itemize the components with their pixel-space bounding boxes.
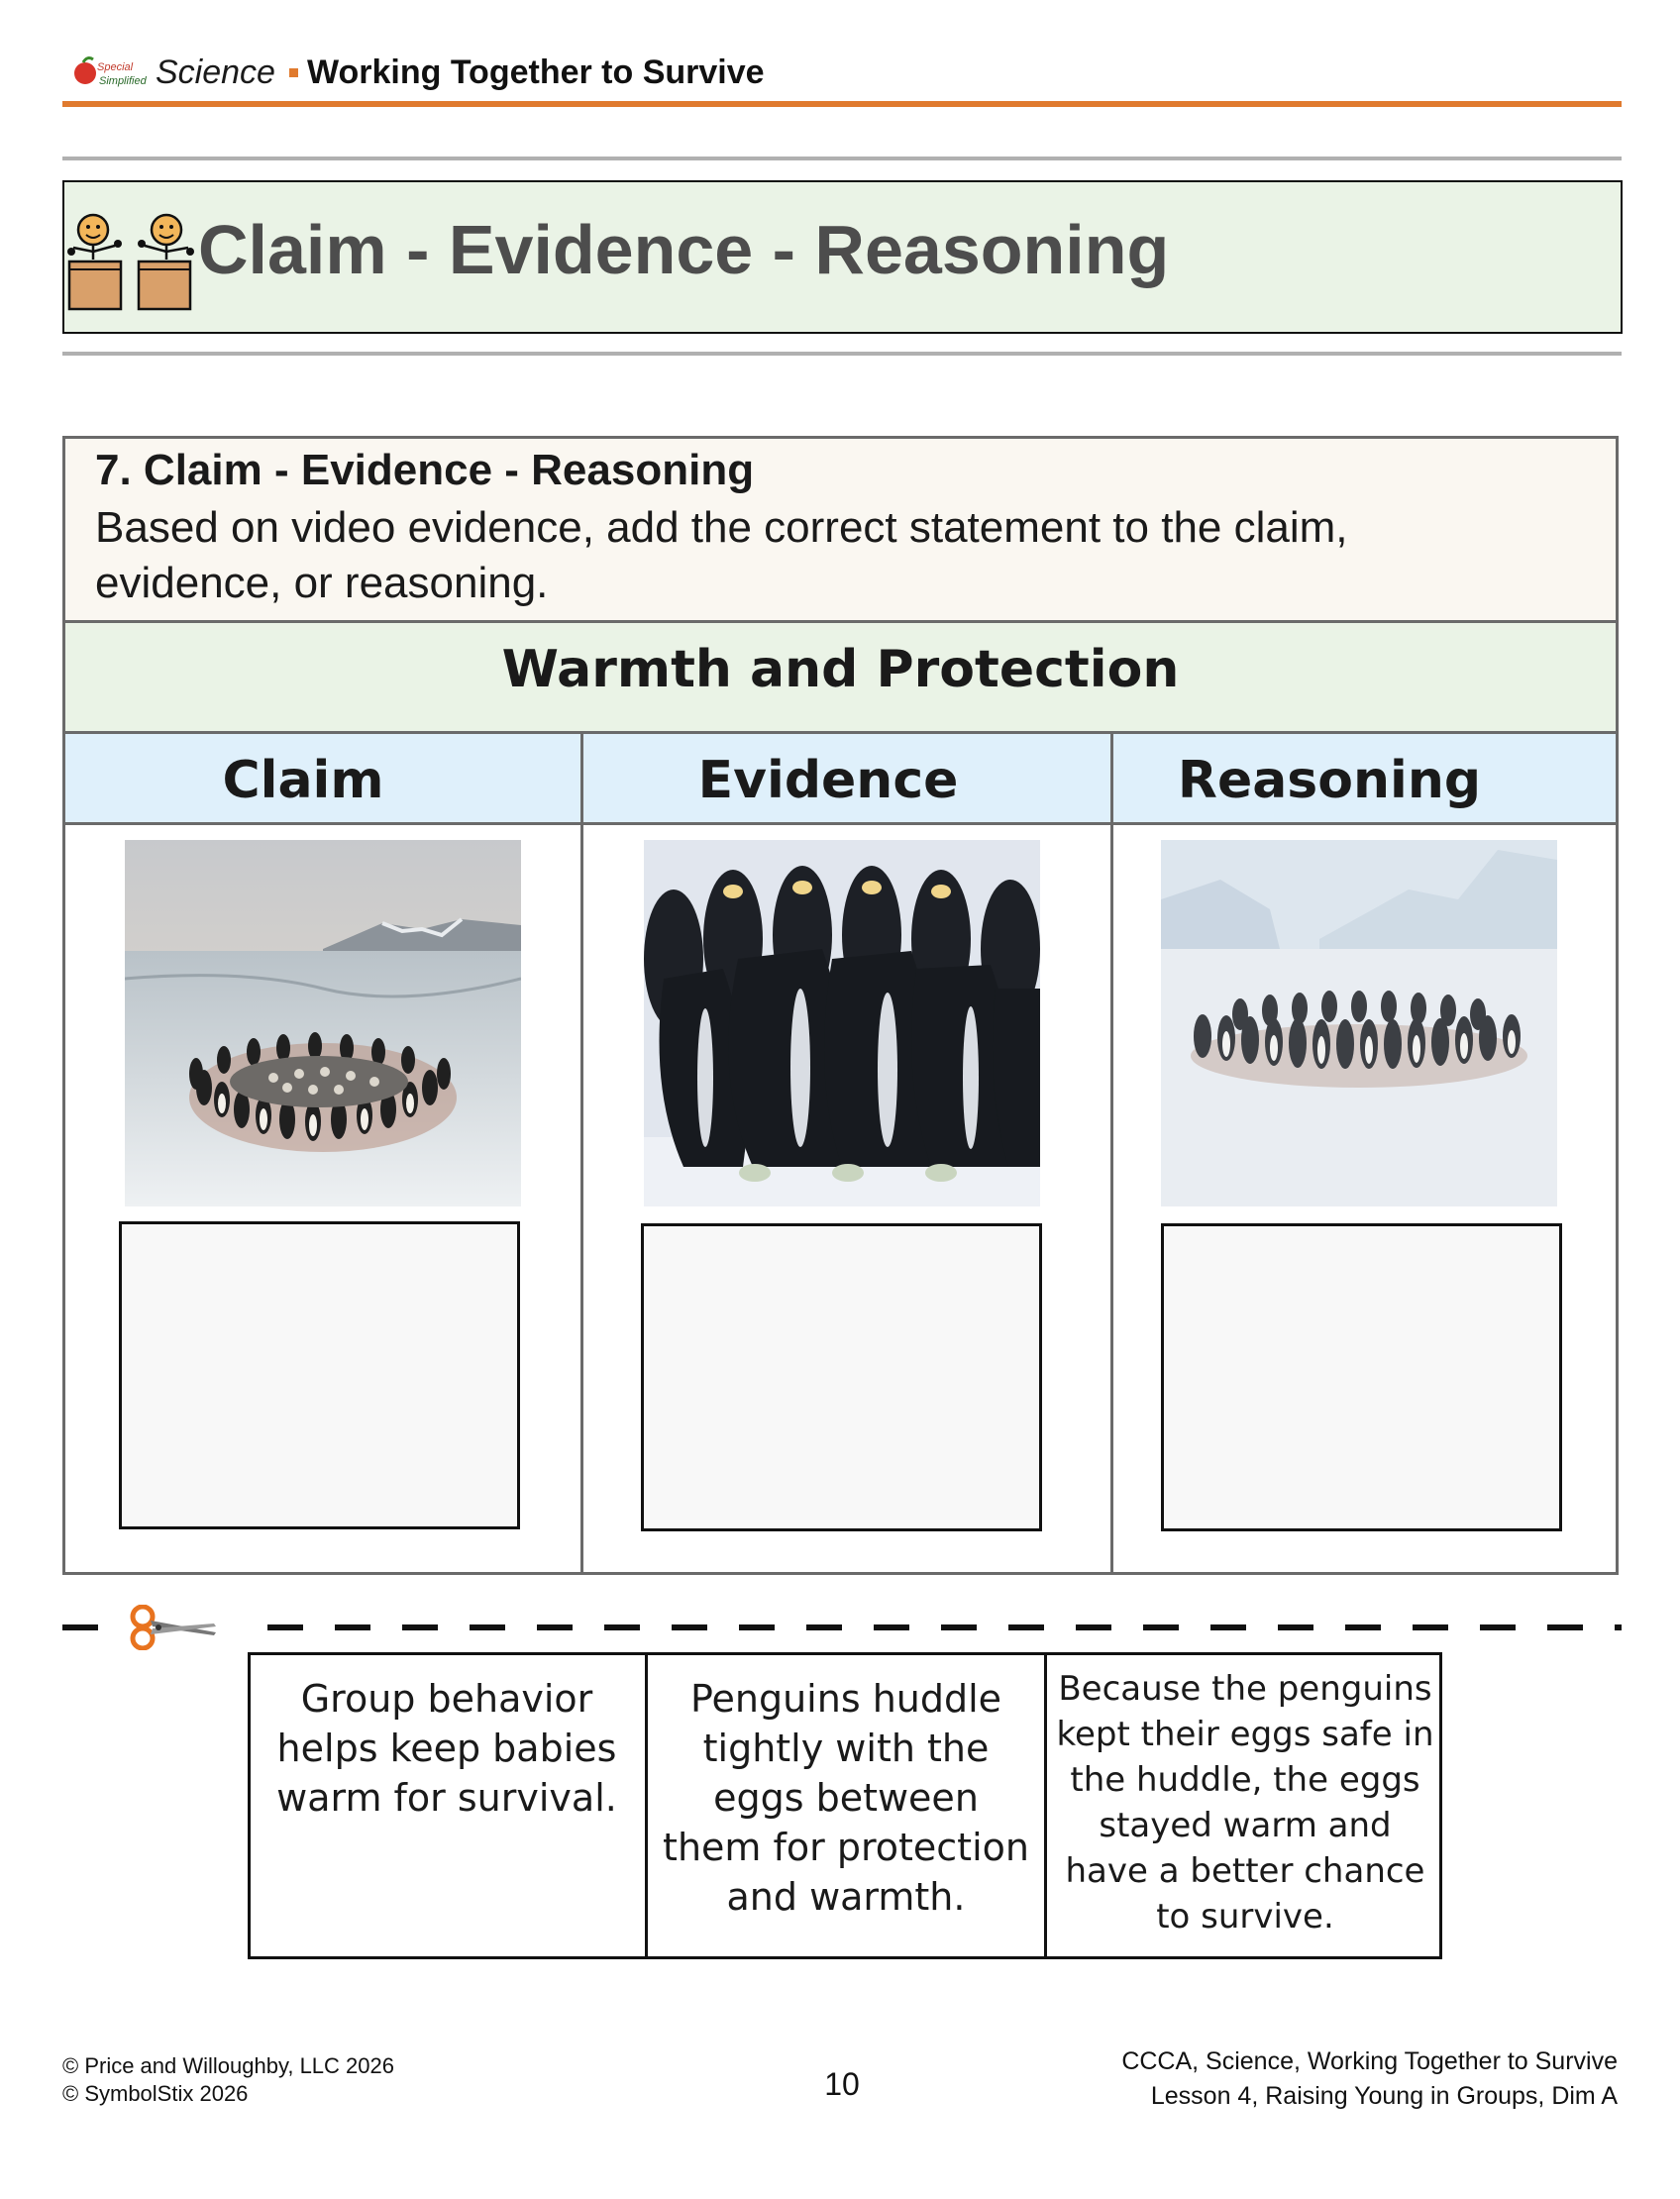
speaker-at-podium-icon: [135, 208, 194, 311]
question-instructions: Based on video evidence, add the correct statement to the claim, evidence, or reasoning.: [95, 503, 1348, 607]
card-divider: [1044, 1652, 1047, 1959]
copyright-line: © Price and Willoughby, LLC 2026: [62, 2053, 394, 2078]
cut-line-dash: [62, 1624, 98, 1630]
svg-text:Special: Special: [97, 61, 134, 73]
column-header-evidence: Evidence: [697, 751, 959, 810]
question-title: 7. Claim - Evidence - Reasoning: [95, 446, 755, 494]
header-separator: [289, 68, 298, 77]
evidence-answer-box[interactable]: [641, 1223, 1042, 1531]
publisher-logo: [71, 53, 147, 93]
column-header-claim: Claim: [222, 751, 384, 810]
page-number: 10: [824, 2066, 860, 2102]
header-title: Working Together to Survive: [307, 53, 765, 91]
answer-card-claim[interactable]: Group behavior helps keep babies warm for survival.: [276, 1677, 617, 1820]
header-subject: Science: [156, 53, 275, 91]
course-line: CCCA, Science, Working Together to Survive: [1121, 2047, 1618, 2075]
topic-title: Warmth and Protection: [501, 640, 1180, 699]
svg-text:Simplified: Simplified: [99, 75, 147, 87]
table-column-divider: [580, 731, 583, 1575]
footer-copyright: [62, 2052, 394, 2108]
card-divider: [645, 1652, 648, 1959]
column-header-reasoning: Reasoning: [1177, 751, 1482, 810]
banner-title: Claim - Evidence - Reasoning: [198, 211, 1170, 288]
reasoning-answer-box[interactable]: [1161, 1223, 1562, 1531]
table-column-divider: [1110, 731, 1113, 1575]
lesson-line: Lesson 4, Raising Young in Groups, Dim A: [1150, 2082, 1618, 2110]
table-rule: [62, 620, 1619, 623]
table-rule: [62, 731, 1619, 734]
table-rule: [62, 822, 1619, 825]
answer-card-reasoning[interactable]: Because the penguins kept their eggs safe in the huddle, the eggs stayed warm and have a better chance to survive.: [1056, 1669, 1434, 1937]
footer-course-info: [1121, 2044, 1618, 2114]
banner-top-rule: [62, 157, 1622, 160]
penguin-huddle-shore-photo: [125, 840, 521, 1206]
copyright-line: © SymbolStix 2026: [62, 2081, 249, 2106]
answer-card-evidence[interactable]: Penguins huddle tightly with the eggs between them for protection and warmth.: [663, 1677, 1029, 1919]
cut-line: [267, 1624, 1622, 1630]
speaker-at-podium-icon: [65, 208, 125, 311]
penguin-huddle-snowstorm-photo: [1161, 840, 1557, 1206]
claim-answer-box[interactable]: [119, 1221, 520, 1529]
scissors-icon: [129, 1605, 220, 1650]
penguins-close-up-photo: [644, 840, 1040, 1206]
header-rule: [62, 101, 1622, 107]
banner-bottom-rule: [62, 352, 1622, 356]
